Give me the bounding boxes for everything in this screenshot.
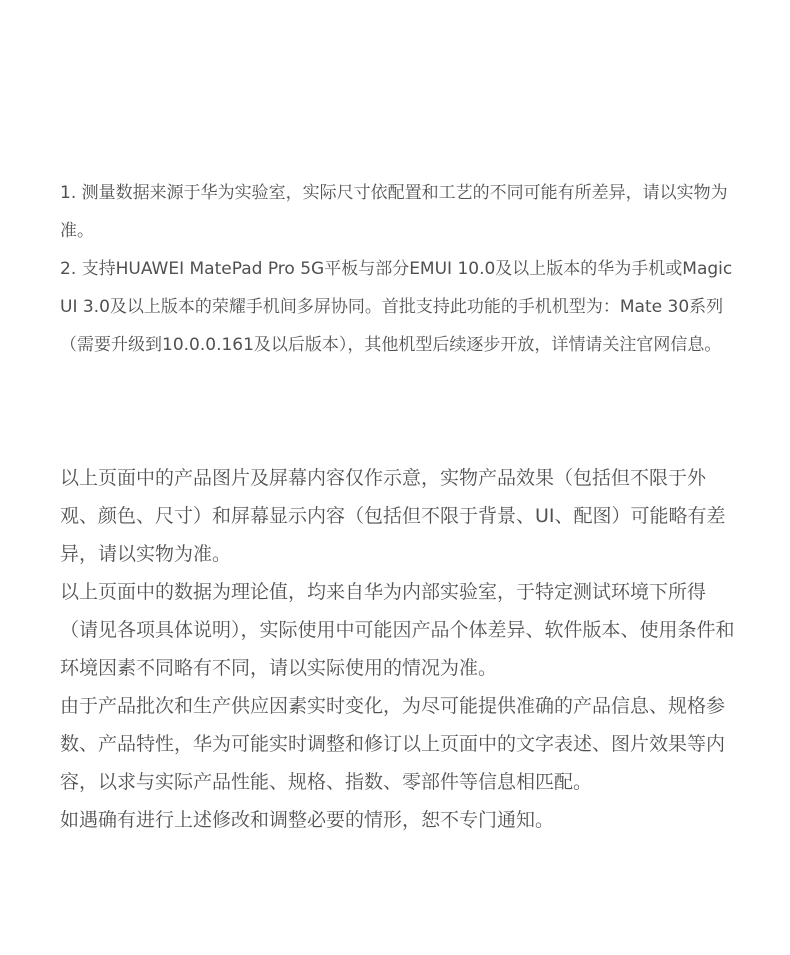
footnote-2: 2. 支持HUAWEI MatePad Pro 5G平板与部分EMUI 10.0及以上版本的华为手机或Magic UI 3.0及以上版本的荣耀手机间多屏协同。首批支持此功能的手机机型为：Mate 30系列（需要升级到10.0.0.161及以后版本），其他机型后续逐步开放，详情请关注官网信息。 xyxy=(60,259,733,355)
disclaimer-paragraph-data: 以上页面中的数据为理论值，均来自华为内部实验室，于特定测试环境下所得（请见各项具体说明），实际使用中可能因产品个体差异、软件版本、使用条件和环境因素不同略有不同，请以实际使用的情况为准。 xyxy=(60,581,735,679)
disclaimer-section xyxy=(60,459,735,839)
disclaimer-paragraph-notice: 如遇确有进行上述修改和调整必要的情形，恕不专门通知。 xyxy=(60,809,555,831)
disclaimer-paragraph-specs: 由于产品批次和生产供应因素实时变化，为尽可能提供准确的产品信息、规格参数、产品特性，华为可能实时调整和修订以上页面中的文字表述、图片效果等内容，以求与实际产品性能、规格、指数、零部件等信息相匹配。 xyxy=(60,695,726,793)
disclaimer-paragraph-images: 以上页面中的产品图片及屏幕内容仅作示意，实物产品效果（包括但不限于外观、颜色、尺寸）和屏幕显示内容（包括但不限于背景、UI、配图）可能略有差异，请以实物为准。 xyxy=(60,467,726,565)
footnote-1: 1. 测量数据来源于华为实验室，实际尺寸依配置和工艺的不同可能有所差异，请以实物为准。 xyxy=(60,183,728,241)
footnotes xyxy=(60,174,735,364)
